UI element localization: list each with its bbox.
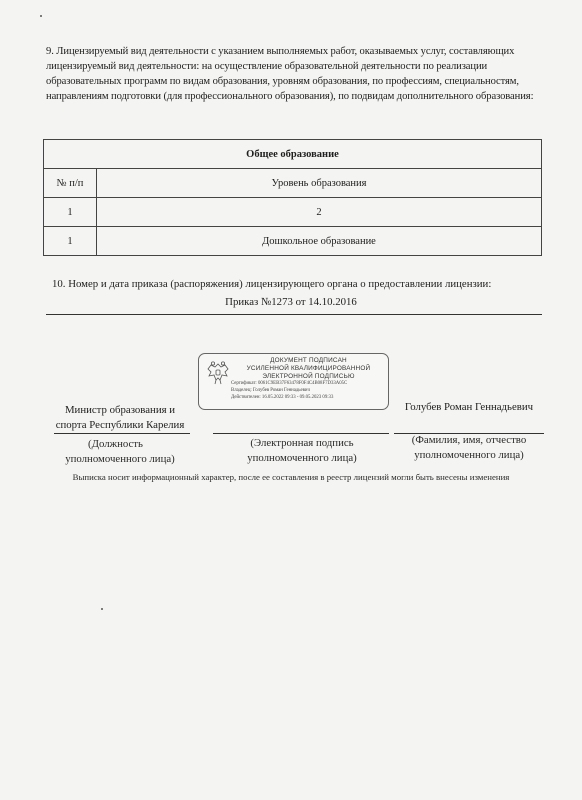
- numbering-cell: 1: [44, 198, 97, 227]
- electronic-signature-stamp: [198, 353, 389, 410]
- stamp-validity: Действителен: 16.05.2022 09:33 - 09.05.2023 09:33: [231, 395, 334, 400]
- stamp-owner: Владелец: Голубев Роман Геннадьевич: [231, 388, 310, 393]
- row-number-cell: 1: [44, 227, 97, 256]
- order-number: Приказ №1273 от 14.10.2016: [225, 296, 357, 308]
- official-position: Министр образования и спорта Республики Карелия: [55, 404, 185, 431]
- stamp-certificate: Сертификат: 0061C9EB37F63478F0F4C4B08F7D33A05C: [231, 381, 348, 386]
- position-line: [54, 433, 190, 434]
- footer-note: Выписка носит информационный характер, после ее составления в реестр лицензий могли быть внесены изменения: [72, 472, 510, 482]
- caption-name: (Фамилия, имя, отчество уполномоченного лица): [411, 434, 527, 461]
- order-underline: [46, 314, 542, 315]
- section-9-text: 9. Лицензируемый вид деятельности с указанием выполняемых работ, оказываемых услуг, составляющих лицензируемый вид деятельности: на осуществление образовательной деятельности по реализации образовательных программ по видам образования, уровням образования, по профессиям, специальностям, направлениям подготовки (для профессионального образования), по подвидам дополнительного образования:: [46, 46, 534, 102]
- education-table: [43, 139, 542, 256]
- stamp-title: ДОКУМЕНТ ПОДПИСАН УСИЛЕННОЙ КВАЛИФИЦИРОВАННОЙ ЭЛЕКТРОННОЙ ПОДПИСЬЮ: [246, 357, 371, 380]
- scan-speck: [40, 15, 42, 17]
- table-title-row: [44, 140, 542, 169]
- scan-speck: [101, 608, 103, 610]
- table-row: [44, 227, 542, 256]
- table-header-row: [44, 169, 542, 198]
- section-10-label: 10. Номер и дата приказа (распоряжения) лицензирующего органа о предоставлении лицензии:: [52, 278, 492, 290]
- signature-line: [213, 433, 389, 434]
- caption-signature: (Электронная подпись уполномоченного лица): [247, 437, 357, 464]
- column-header-level: Уровень образования: [97, 169, 542, 198]
- numbering-cell: 2: [97, 198, 542, 227]
- caption-position: (Должность уполномоченного лица): [65, 438, 175, 465]
- table-title: Общее образование: [44, 140, 542, 169]
- table-numbering-row: [44, 198, 542, 227]
- column-header-number: № п/п: [44, 169, 97, 198]
- row-level-cell: Дошкольное образование: [97, 227, 542, 256]
- official-name: Голубев Роман Геннадьевич: [404, 401, 534, 413]
- coat-of-arms-icon: [205, 360, 231, 386]
